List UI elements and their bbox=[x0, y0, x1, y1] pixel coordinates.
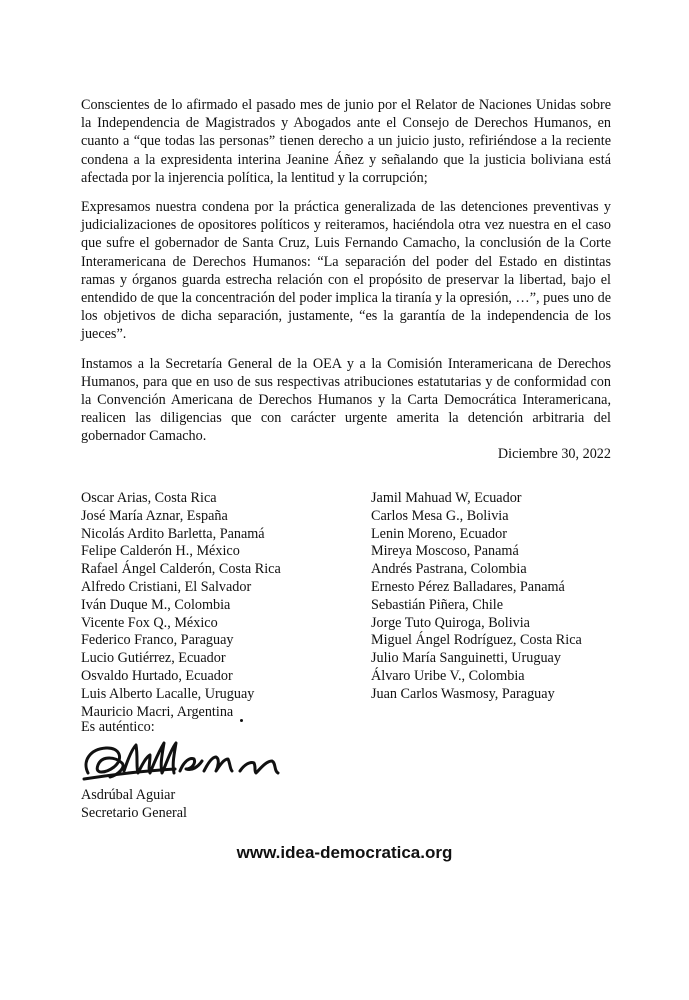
signatory: Mauricio Macri, Argentina bbox=[81, 703, 234, 720]
signatory: Oscar Arias, Costa Rica bbox=[81, 490, 217, 506]
signer-title: Secretario General bbox=[81, 805, 187, 821]
signatory: Osvaldo Hurtado, Ecuador bbox=[81, 667, 233, 684]
signatory: Mireya Moscoso, Panamá bbox=[371, 543, 519, 560]
letter-date: Diciembre 30, 2022 bbox=[497, 446, 611, 462]
signatory: Luis Alberto Lacalle, Uruguay bbox=[81, 685, 255, 702]
signatory: Jamil Mahuad W, Ecuador bbox=[371, 490, 522, 506]
signatory: Iván Duque M., Colombia bbox=[81, 596, 231, 613]
signatory: Juan Carlos Wasmosy, Paraguay bbox=[371, 685, 555, 702]
signer-name: Asdrúbal Aguiar bbox=[81, 787, 176, 803]
signatory: Miguel Ángel Rodríguez, Costa Rica bbox=[371, 632, 582, 649]
signatory: Ernesto Pérez Balladares, Panamá bbox=[371, 578, 565, 595]
signatory: Sebastián Piñera, Chile bbox=[371, 596, 503, 613]
paragraph-2: Expresamos nuestra condena por la práctica generalizada de las detenciones preventivas y judicializaciones de opositores políticos y reiteramos, haciéndola otra vez nuestra en el caso que sufre el gobernador de Santa Cruz, Luis Fernando Camacho, la conclusión de la Corte Interamericana de Derechos Humanos: “La separación del poder del Estado en distintas ramas y órganos guarda estrecha relación con el propósito de preservar la libertad, bajo el entendido de que la concentración del poder implica la tiranía y la opresión, …”, pues uno de los objetivos de dicha separación, justamente, “es la garantía de la independencia de los jueces”. bbox=[81, 199, 611, 343]
paragraph-3: Instamos a la Secretaría General de la OEA y a la Comisión Interamericana de Derechos Humanos, para que en uso de sus respectivas atribuciones estatutarias y de conformidad con la Convención Americana de Derechos Humanos y la Carta Democrática Interamericana, realicen las diligencias que con carácter urgente amerita la detención arbitraria del gobernador Camacho. bbox=[81, 355, 611, 445]
signatory: Jorge Tuto Quiroga, Bolivia bbox=[371, 614, 530, 631]
signatory: Andrés Pastrana, Colombia bbox=[371, 561, 527, 578]
signatory: Vicente Fox Q., México bbox=[81, 614, 218, 631]
signatory: Lenin Moreno, Ecuador bbox=[371, 525, 507, 542]
handwritten-signature bbox=[80, 735, 285, 790]
signatory: Felipe Calderón H., México bbox=[81, 543, 240, 560]
signatory: Federico Franco, Paraguay bbox=[81, 632, 234, 649]
website-link[interactable]: www.idea-democratica.org bbox=[236, 843, 453, 862]
letter-body bbox=[81, 96, 611, 457]
signatory: Carlos Mesa G., Bolivia bbox=[371, 507, 509, 524]
ink-dot bbox=[240, 719, 243, 722]
signatory: Álvaro Uribe V., Colombia bbox=[371, 667, 525, 684]
signatories-left-column bbox=[81, 490, 361, 721]
signer-block bbox=[81, 786, 187, 822]
authentication-label: Es auténtico: bbox=[81, 719, 155, 735]
signatory: Julio María Sanguinetti, Uruguay bbox=[371, 650, 561, 667]
signatories-right-column bbox=[371, 490, 631, 704]
signatory: Nicolás Ardito Barletta, Panamá bbox=[81, 525, 265, 542]
signatory: José María Aznar, España bbox=[81, 507, 228, 524]
signatory: Alfredo Cristiani, El Salvador bbox=[81, 578, 252, 595]
paragraph-1: Conscientes de lo afirmado el pasado mes de junio por el Relator de Naciones Unidas sobre la Independencia de Magistrados y Abogados ante el Consejo de Derechos Humanos, en cuanto a “que todas las personas” tienen derecho a un juicio justo, refiriéndose a la reciente condena a la expresidenta interina Jeanine Áñez y señalando que la justicia boliviana está afectada por la injerencia política, la lentitud y la corrupción; bbox=[81, 97, 611, 186]
signatory: Lucio Gutiérrez, Ecuador bbox=[81, 650, 226, 667]
signatory: Rafael Ángel Calderón, Costa Rica bbox=[81, 561, 281, 578]
